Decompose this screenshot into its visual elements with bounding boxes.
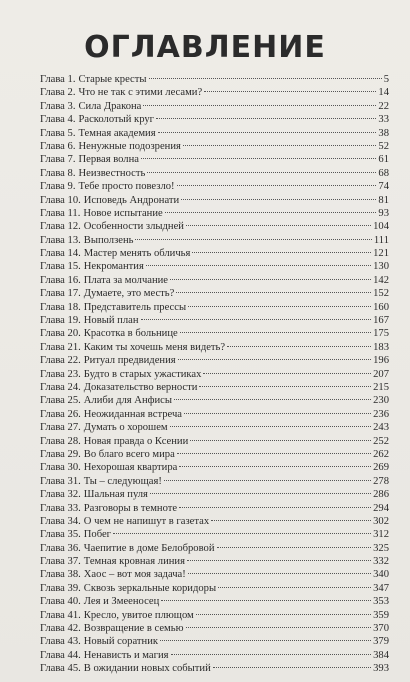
chapter-number: Глава 15. (40, 261, 81, 273)
page-number: 340 (373, 569, 389, 581)
chapter-number: Глава 27. (40, 422, 81, 434)
dot-leader (218, 587, 371, 588)
toc-entry (40, 502, 389, 515)
page-number: 175 (373, 328, 389, 340)
toc-entry (40, 140, 389, 153)
toc-entry (40, 394, 389, 407)
dot-leader (227, 346, 371, 347)
chapter-title: В ожидании новых событий (83, 663, 211, 675)
toc-entry (40, 435, 389, 448)
chapter-title: Темная кровная линия (83, 556, 185, 568)
dot-leader (141, 319, 372, 320)
chapter-title: Алиби для Анфисы (83, 395, 172, 407)
page-number: 215 (373, 381, 389, 393)
chapter-number: Глава 45. (40, 663, 81, 675)
dot-leader (196, 614, 371, 615)
page-number: 294 (373, 502, 389, 514)
chapter-number: Глава 42. (40, 623, 81, 635)
page-number: 332 (373, 556, 389, 568)
toc-entry (40, 568, 389, 581)
dot-leader (161, 600, 371, 601)
page-number: 52 (378, 140, 389, 152)
chapter-title: Каким ты хочешь меня видеть? (83, 341, 226, 353)
toc-entry (40, 461, 389, 474)
page-number: 312 (373, 529, 389, 541)
dot-leader (188, 306, 371, 307)
dot-leader (213, 667, 371, 668)
page-number: 22 (378, 100, 389, 112)
chapter-title: Темная академия (78, 127, 156, 139)
page-number: 142 (373, 274, 389, 286)
toc-entry (40, 368, 389, 381)
dot-leader (179, 507, 371, 508)
chapter-title: Будто в старых ужастиках (83, 368, 202, 380)
page-number: 74 (378, 181, 389, 193)
chapter-title: Выползень (83, 234, 134, 246)
dot-leader (181, 199, 376, 200)
dot-leader (211, 520, 371, 521)
toc-entry (40, 234, 389, 247)
toc-entry (40, 207, 389, 220)
page-number: 359 (373, 609, 389, 621)
toc-entry (40, 475, 389, 488)
page-number: 379 (373, 636, 389, 648)
chapter-title: Разговоры в темноте (83, 502, 178, 514)
dot-leader (160, 640, 371, 641)
chapter-number: Глава 44. (40, 649, 81, 661)
toc-entry (40, 408, 389, 421)
chapter-title: О чем не напишут в газетах (83, 515, 210, 527)
chapter-number: Глава 8. (40, 167, 76, 179)
chapter-number: Глава 19. (40, 315, 81, 327)
toc-entry (40, 635, 389, 648)
chapter-number: Глава 14. (40, 248, 81, 260)
page-number: 230 (373, 395, 389, 407)
dot-leader (165, 212, 377, 213)
page-number: 121 (373, 248, 389, 260)
chapter-number: Глава 5. (40, 127, 76, 139)
toc-entry (40, 100, 389, 113)
page-number: 325 (373, 542, 389, 554)
chapter-number: Глава 30. (40, 462, 81, 474)
toc-entry (40, 113, 389, 126)
chapter-number: Глава 24. (40, 381, 81, 393)
chapter-title: Мастер менять обличья (83, 248, 191, 260)
chapter-number: Глава 18. (40, 301, 81, 313)
chapter-number: Глава 26. (40, 408, 81, 420)
chapter-title: Ритуал предвидения (83, 355, 176, 367)
page-number: 196 (373, 355, 389, 367)
toc-entry (40, 180, 389, 193)
dot-leader (174, 399, 371, 400)
dot-leader (199, 386, 371, 387)
toc-entry (40, 194, 389, 207)
chapter-title: Некромантия (83, 261, 144, 273)
chapter-number: Глава 7. (40, 154, 76, 166)
dot-leader (171, 654, 372, 655)
dot-leader (143, 105, 376, 106)
chapter-title: Сила Дракона (78, 100, 142, 112)
toc-entry (40, 260, 389, 273)
chapter-title: Новое испытание (83, 207, 163, 219)
page-number: 33 (378, 114, 389, 126)
chapter-number: Глава 10. (40, 194, 81, 206)
chapter-title: Тебе просто повезло! (78, 181, 175, 193)
chapter-number: Глава 22. (40, 355, 81, 367)
page-number: 384 (373, 649, 389, 661)
dot-leader (176, 292, 371, 293)
toc-entry (40, 582, 389, 595)
dot-leader (170, 426, 371, 427)
toc-entry (40, 381, 389, 394)
chapter-title: Красотка в больнице (83, 328, 178, 340)
chapter-title: Чаепитие в доме Белобровой (83, 542, 215, 554)
chapter-number: Глава 13. (40, 234, 81, 246)
page-number: 111 (373, 234, 389, 246)
page-number: 5 (383, 74, 389, 85)
chapter-number: Глава 38. (40, 569, 81, 581)
dot-leader (192, 252, 371, 253)
dot-leader (190, 440, 371, 441)
dot-leader (178, 359, 371, 360)
chapter-number: Глава 9. (40, 181, 76, 193)
dot-leader (164, 480, 371, 481)
chapter-title: Во благо всего мира (83, 448, 175, 460)
toc-entry (40, 609, 389, 622)
dot-leader (158, 132, 377, 133)
page-number: 160 (373, 301, 389, 313)
toc-entry (40, 73, 389, 86)
dot-leader (180, 332, 371, 333)
chapter-number: Глава 25. (40, 395, 81, 407)
toc-entry (40, 448, 389, 461)
page-number: 68 (378, 167, 389, 179)
chapter-title: Побег (83, 529, 112, 541)
toc-entry (40, 274, 389, 287)
dot-leader (141, 158, 376, 159)
chapter-number: Глава 43. (40, 636, 81, 648)
toc-entry (40, 301, 389, 314)
chapter-title: Неожиданная встреча (83, 408, 182, 420)
toc-entry (40, 622, 389, 635)
page-number: 353 (373, 596, 389, 608)
dot-leader (217, 547, 372, 548)
page-number: 207 (373, 368, 389, 380)
toc-entry (40, 354, 389, 367)
dot-leader (184, 413, 371, 414)
chapter-number: Глава 36. (40, 542, 81, 554)
chapter-title: Ненависть и магия (83, 649, 169, 661)
chapter-number: Глава 2. (40, 87, 76, 99)
page-number: 104 (373, 221, 389, 233)
page-number: 252 (373, 435, 389, 447)
dot-leader (177, 185, 377, 186)
toc-entry (40, 247, 389, 260)
chapter-number: Глава 20. (40, 328, 81, 340)
page-number: 38 (378, 127, 389, 139)
dot-leader (113, 533, 371, 534)
chapter-number: Глава 29. (40, 448, 81, 460)
toc-entry (40, 167, 389, 180)
chapter-title: Особенности злыдней (83, 221, 184, 233)
chapter-title: Что не так с этими лесами? (78, 87, 203, 99)
page-number: 81 (378, 194, 389, 206)
toc-entry (40, 341, 389, 354)
chapter-number: Глава 6. (40, 140, 76, 152)
page-number: 393 (373, 663, 389, 675)
chapter-number: Глава 11. (40, 207, 81, 219)
chapter-title: Хаос – вот моя задача! (83, 569, 186, 581)
chapter-title: Думать о хорошем (83, 422, 168, 434)
chapter-title: Представитель прессы (83, 301, 187, 313)
toc-entry (40, 595, 389, 608)
chapter-number: Глава 33. (40, 502, 81, 514)
page-number: 61 (378, 154, 389, 166)
dot-leader (183, 145, 377, 146)
dot-leader (177, 453, 371, 454)
chapter-title: Возвращение в семью (83, 623, 184, 635)
dot-leader (146, 265, 371, 266)
toc-entry (40, 220, 389, 233)
chapter-number: Глава 16. (40, 274, 81, 286)
page-number: 347 (373, 582, 389, 594)
dot-leader (188, 573, 371, 574)
page-number: 286 (373, 489, 389, 501)
toc-entry (40, 314, 389, 327)
toc-entry (40, 86, 389, 99)
dot-leader (204, 91, 376, 92)
toc-entry (40, 488, 389, 501)
chapter-title: Доказательство верности (83, 381, 198, 393)
chapter-title: Старые кресты (78, 74, 147, 85)
toc-entry (40, 662, 389, 675)
chapter-title: Исповедь Андронати (83, 194, 180, 206)
page-number: 278 (373, 475, 389, 487)
dot-leader (186, 225, 371, 226)
toc-entry (40, 421, 389, 434)
toc-entry (40, 153, 389, 166)
chapter-title: Лея и Змееносец (83, 596, 160, 608)
chapter-title: Новый соратник (83, 636, 159, 648)
page-number: 152 (373, 288, 389, 300)
chapter-number: Глава 32. (40, 489, 81, 501)
dot-leader (186, 627, 372, 628)
chapter-number: Глава 39. (40, 582, 81, 594)
chapter-title: Плата за молчание (83, 274, 169, 286)
chapter-title: Неизвестность (78, 167, 146, 179)
page-number: 302 (373, 515, 389, 527)
chapter-title: Расколотый круг (78, 114, 155, 126)
chapter-number: Глава 12. (40, 221, 81, 233)
table-of-contents (40, 73, 389, 676)
chapter-title: Новый план (83, 315, 139, 327)
chapter-number: Глава 35. (40, 529, 81, 541)
chapter-number: Глава 3. (40, 100, 76, 112)
chapter-title: Кресло, увитое плющом (83, 609, 194, 621)
chapter-title: Первая волна (78, 154, 139, 166)
dot-leader (170, 279, 371, 280)
chapter-number: Глава 28. (40, 435, 81, 447)
dot-leader (150, 493, 371, 494)
chapter-number: Глава 40. (40, 596, 81, 608)
page-number: 269 (373, 462, 389, 474)
chapter-title: Сквозь зеркальные коридоры (83, 582, 217, 594)
toc-entry (40, 287, 389, 300)
dot-leader (187, 560, 371, 561)
dot-leader (156, 118, 376, 119)
dot-leader (179, 466, 371, 467)
toc-entry (40, 649, 389, 662)
chapter-number: Глава 37. (40, 556, 81, 568)
page-number: 130 (373, 261, 389, 273)
chapter-title: Ты – следующая! (83, 475, 162, 487)
chapter-number: Глава 31. (40, 475, 81, 487)
chapter-number: Глава 41. (40, 609, 81, 621)
chapter-number: Глава 17. (40, 288, 81, 300)
dot-leader (149, 78, 382, 79)
chapter-title: Нехорошая квартира (83, 462, 178, 474)
toc-entry (40, 515, 389, 528)
page-number: 93 (378, 207, 389, 219)
page-number: 14 (378, 87, 389, 99)
chapter-number: Глава 1. (40, 74, 76, 85)
chapter-title: Шальная пуля (83, 489, 148, 501)
chapter-number: Глава 21. (40, 341, 81, 353)
chapter-number: Глава 23. (40, 368, 81, 380)
page-number: 236 (373, 408, 389, 420)
chapter-title: Новая правда о Ксении (83, 435, 189, 447)
toc-entry (40, 542, 389, 555)
page-number: 262 (373, 448, 389, 460)
dot-leader (135, 239, 371, 240)
toc-entry (40, 528, 389, 541)
toc-entry (40, 327, 389, 340)
page-number: 167 (373, 315, 389, 327)
chapter-number: Глава 4. (40, 114, 76, 126)
chapter-title: Думаете, это месть? (83, 288, 175, 300)
dot-leader (203, 373, 371, 374)
chapter-title: Ненужные подозрения (78, 140, 181, 152)
dot-leader (147, 172, 376, 173)
toc-entry (40, 555, 389, 568)
page-number: 183 (373, 341, 389, 353)
page-number: 370 (373, 623, 389, 635)
page-title: ОГЛАВЛЕНИЕ (84, 30, 326, 65)
toc-entry (40, 127, 389, 140)
chapter-number: Глава 34. (40, 515, 81, 527)
page-number: 243 (373, 422, 389, 434)
